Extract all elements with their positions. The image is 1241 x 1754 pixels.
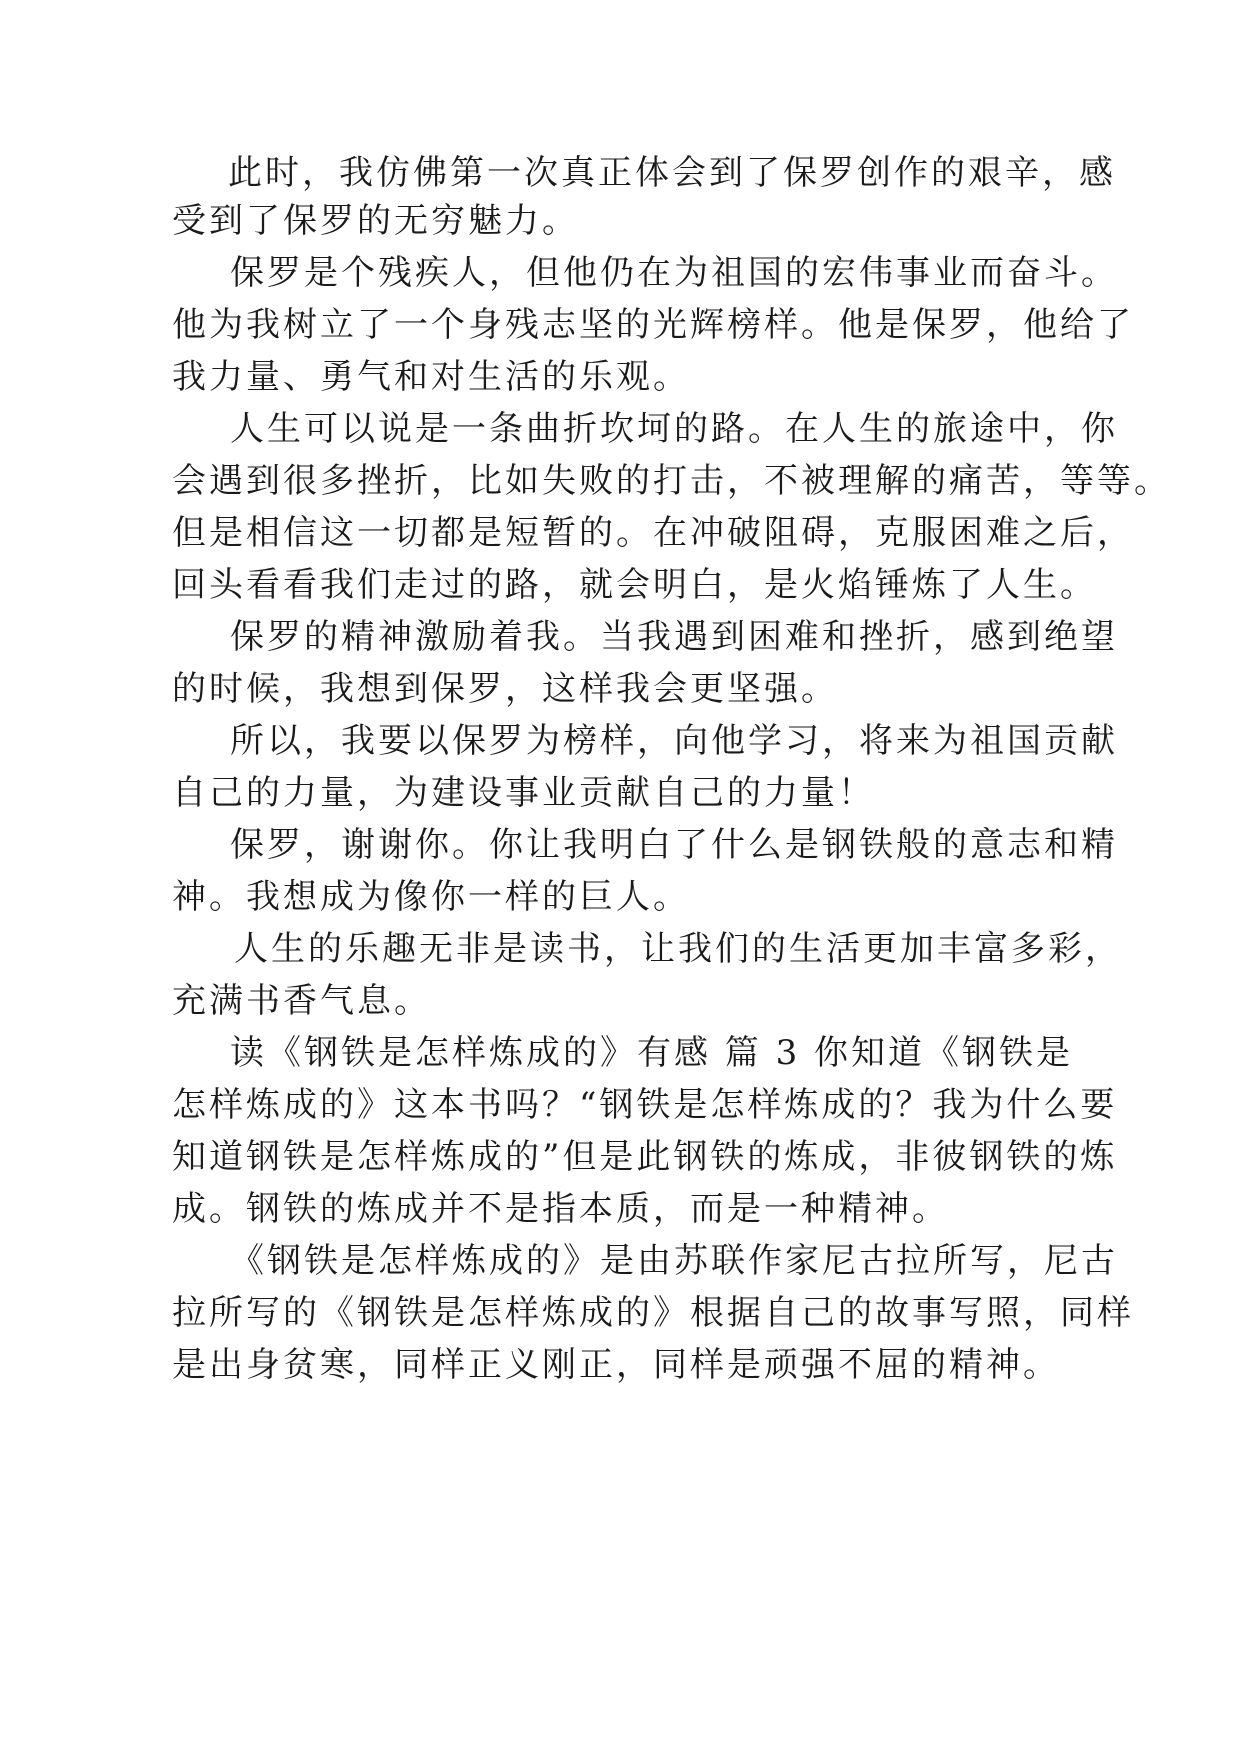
text-line: 《钢铁是怎样炼成的》是由苏联作家尼古拉所写，尼古	[230, 1241, 1118, 1281]
text-line: 我力量、勇气和对生活的乐观。	[172, 357, 690, 397]
text-line: 是出身贫寒，同样正义刚正，同样是顽强不屈的精神。	[172, 1345, 1060, 1385]
text-line: 读《钢铁是怎样炼成的》有感 篇 3 你知道《钢铁是	[230, 1033, 1074, 1073]
text-line: 怎样炼成的》这本书吗？“钢铁是怎样炼成的？我为什么要	[172, 1085, 1118, 1125]
text-line: 拉所写的《钢铁是怎样炼成的》根据自己的故事写照，同样	[172, 1293, 1134, 1333]
text-line: 保罗是个残疾人，但他仍在为祖国的宏伟事业而奋斗。	[230, 253, 1118, 293]
text-line: 保罗，谢谢你。你让我明白了什么是钢铁般的意志和精	[230, 825, 1118, 865]
text-line: 自己的力量，为建设事业贡献自己的力量！	[172, 773, 875, 813]
text-line: 会遇到很多挫折，比如失败的打击，不被理解的痛苦，等等。	[172, 461, 1171, 501]
text-line: 成。钢铁的炼成并不是指本质，而是一种精神。	[172, 1189, 949, 1229]
text-line: 保罗的精神激励着我。当我遇到困难和挫折，感到绝望	[230, 617, 1118, 657]
text-line: 的时候，我想到保罗，这样我会更坚强。	[172, 669, 838, 709]
text-line: 他为我树立了一个身残志坚的光辉榜样。他是保罗，他给了	[172, 305, 1134, 345]
text-line: 知道钢铁是怎样炼成的”但是此钢铁的炼成，非彼钢铁的炼	[172, 1137, 1118, 1177]
text-line: 人生的乐趣无非是读书，让我们的生活更加丰富多彩，	[234, 929, 1122, 969]
text-line: 受到了保罗的无穷魅力。	[172, 201, 579, 241]
text-line: 但是相信这一切都是短暂的。在冲破阻碍，克服困难之后，	[172, 513, 1134, 553]
text-line: 此时，我仿佛第一次真正体会到了保罗创作的艰辛，感	[228, 153, 1116, 193]
text-line: 所以，我要以保罗为榜样，向他学习，将来为祖国贡献	[230, 721, 1118, 761]
text-line: 神。我想成为像你一样的巨人。	[172, 877, 690, 917]
text-line: 充满书香气息。	[172, 981, 431, 1021]
text-line: 人生可以说是一条曲折坎坷的路。在人生的旅途中，你	[230, 409, 1118, 449]
text-line: 回头看看我们走过的路，就会明白，是火焰锤炼了人生。	[172, 565, 1097, 605]
